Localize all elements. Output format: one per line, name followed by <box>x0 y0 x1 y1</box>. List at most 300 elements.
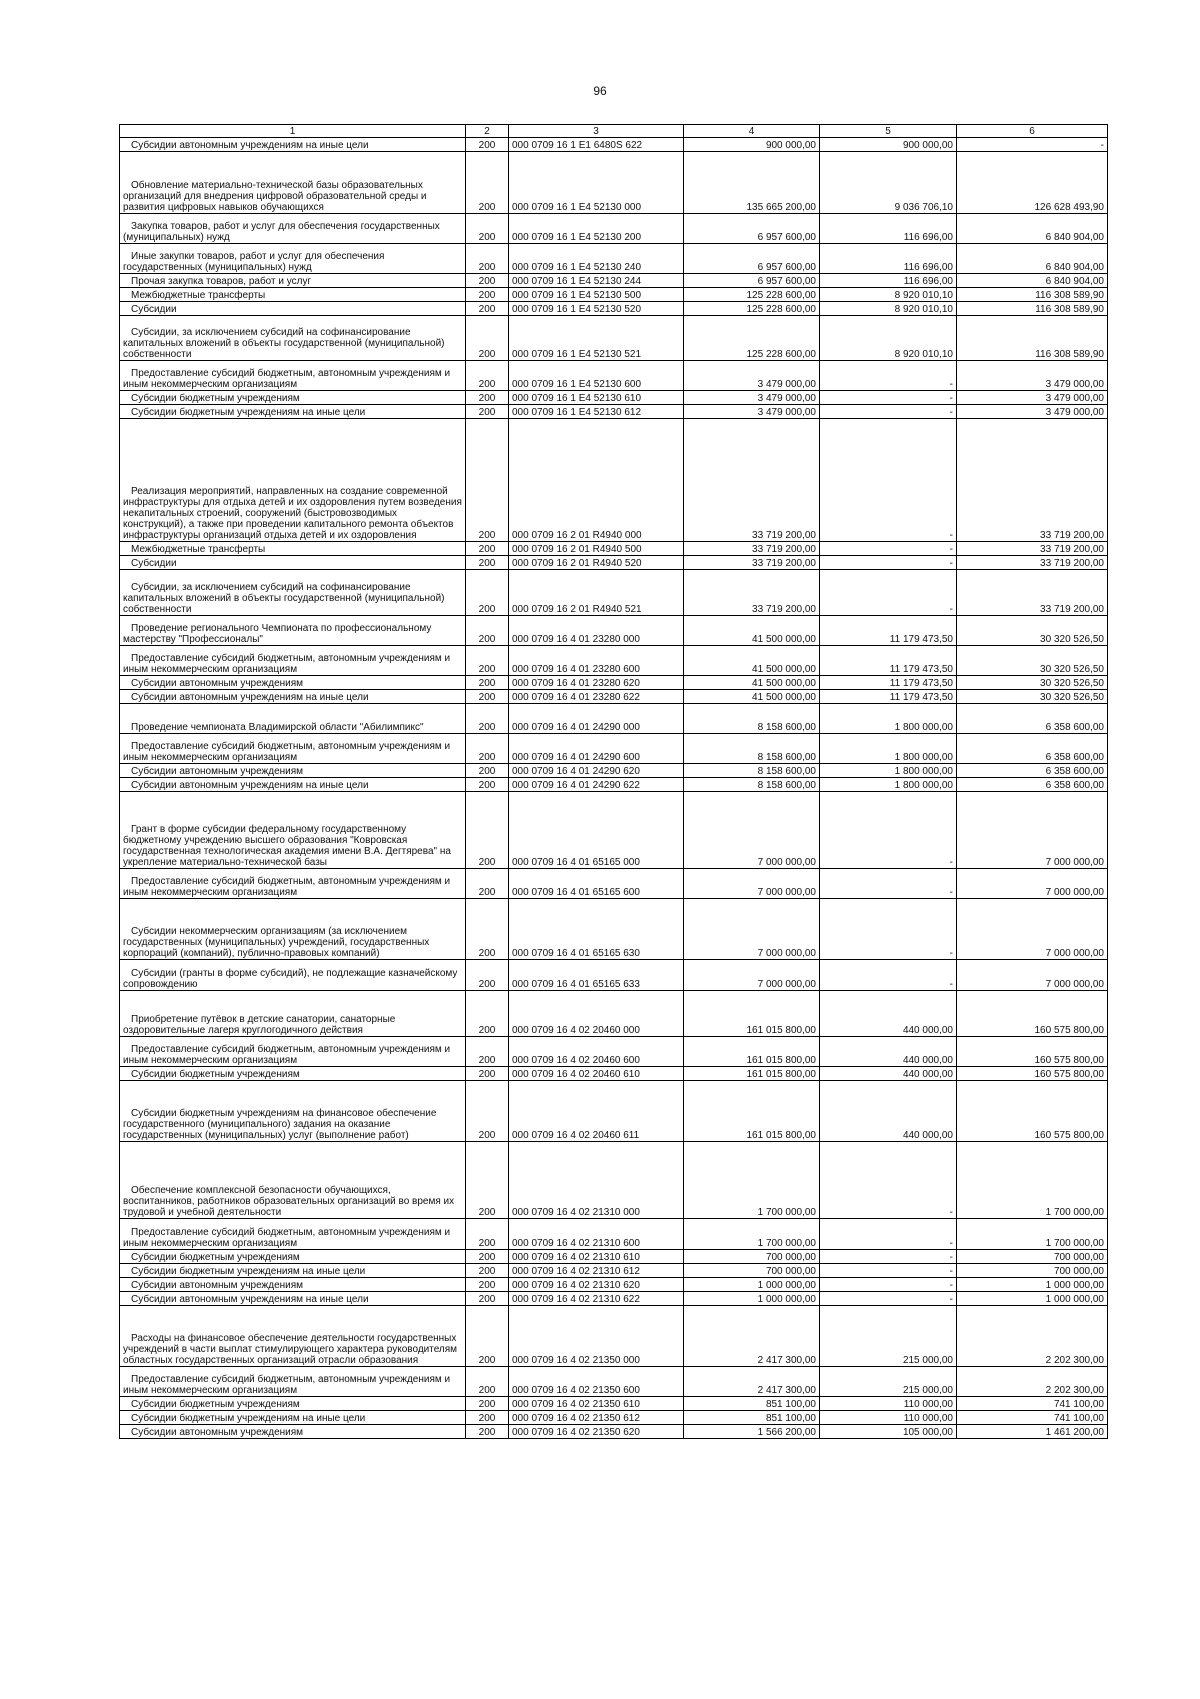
row-col4-cell: 125 228 600,00 <box>684 316 820 361</box>
table-row <box>120 704 1108 734</box>
row-col4-cell: 8 158 600,00 <box>684 778 820 792</box>
row-col5-cell: - <box>820 556 957 570</box>
row-col5-cell: 1 800 000,00 <box>820 734 957 764</box>
row-kbk-cell: 000 0709 16 1 E4 52130 521 <box>509 316 684 361</box>
table-header-row <box>120 125 1108 138</box>
row-code-cell: 200 <box>466 899 509 960</box>
table-row <box>120 1292 1108 1306</box>
row-name-cell: Субсидии бюджетным учреждениям на иные цели <box>120 1264 466 1278</box>
row-code-cell: 200 <box>466 391 509 405</box>
row-col4-cell: 1 000 000,00 <box>684 1278 820 1292</box>
row-name-cell: Субсидии бюджетным учреждениям <box>120 1250 466 1264</box>
row-name-cell: Грант в форме субсидии федеральному государственному бюджетному учреждению высшего образования "Ковровская государственная технологическая академия имени В.А. Дегтярева" на укрепление материально-технической базы <box>120 792 466 869</box>
row-name-cell: Предоставление субсидий бюджетным, автономным учреждениям и иным некоммерческим организациям <box>120 1037 466 1067</box>
row-code-cell: 200 <box>466 556 509 570</box>
row-code-cell: 200 <box>466 616 509 646</box>
row-col6-cell: 700 000,00 <box>957 1264 1108 1278</box>
table-row <box>120 690 1108 704</box>
row-name-cell: Иные закупки товаров, работ и услуг для обеспечения государственных (муниципальных) нужд <box>120 244 466 274</box>
column-header-6: 6 <box>957 125 1108 138</box>
row-kbk-cell: 000 0709 16 4 02 20460 000 <box>509 991 684 1037</box>
row-name-cell: Предоставление субсидий бюджетным, автономным учреждениям и иным некоммерческим организациям <box>120 1367 466 1397</box>
row-name-cell: Приобретение путёвок в детские санатории, санаторные оздоровительные лагеря круглогодичного действия <box>120 991 466 1037</box>
row-col5-cell: 1 800 000,00 <box>820 704 957 734</box>
row-col4-cell: 900 000,00 <box>684 138 820 152</box>
table-row <box>120 1142 1108 1219</box>
table-row <box>120 138 1108 152</box>
row-col5-cell: - <box>820 899 957 960</box>
row-col5-cell: 440 000,00 <box>820 1081 957 1142</box>
row-col5-cell: 900 000,00 <box>820 138 957 152</box>
table-row <box>120 152 1108 214</box>
row-col6-cell: 7 000 000,00 <box>957 869 1108 899</box>
row-kbk-cell: 000 0709 16 1 E4 52130 200 <box>509 214 684 244</box>
row-name-cell: Предоставление субсидий бюджетным, автономным учреждениям и иным некоммерческим организациям <box>120 646 466 676</box>
row-kbk-cell: 000 0709 16 4 02 21310 000 <box>509 1142 684 1219</box>
row-col6-cell: 33 719 200,00 <box>957 570 1108 616</box>
table-row <box>120 316 1108 361</box>
row-col6-cell: 30 320 526,50 <box>957 676 1108 690</box>
row-col5-cell: - <box>820 405 957 419</box>
row-col6-cell: - <box>957 138 1108 152</box>
row-col5-cell: 440 000,00 <box>820 1067 957 1081</box>
row-code-cell: 200 <box>466 1067 509 1081</box>
row-kbk-cell: 000 0709 16 4 01 65165 630 <box>509 899 684 960</box>
row-code-cell: 200 <box>466 152 509 214</box>
row-code-cell: 200 <box>466 570 509 616</box>
row-col5-cell: 440 000,00 <box>820 1037 957 1067</box>
row-col4-cell: 3 479 000,00 <box>684 361 820 391</box>
row-col6-cell: 741 100,00 <box>957 1397 1108 1411</box>
row-col6-cell: 6 840 904,00 <box>957 214 1108 244</box>
row-code-cell: 200 <box>466 960 509 991</box>
row-kbk-cell: 000 0709 16 1 E4 52130 244 <box>509 274 684 288</box>
row-col5-cell: - <box>820 391 957 405</box>
row-col6-cell: 3 479 000,00 <box>957 391 1108 405</box>
row-kbk-cell: 000 0709 16 4 02 20460 611 <box>509 1081 684 1142</box>
row-col4-cell: 33 719 200,00 <box>684 542 820 556</box>
row-col4-cell: 7 000 000,00 <box>684 869 820 899</box>
table-row <box>120 1278 1108 1292</box>
row-col6-cell: 6 358 600,00 <box>957 764 1108 778</box>
row-col5-cell: 1 800 000,00 <box>820 778 957 792</box>
row-kbk-cell: 000 0709 16 4 01 24290 600 <box>509 734 684 764</box>
row-name-cell: Субсидии <box>120 556 466 570</box>
row-code-cell: 200 <box>466 274 509 288</box>
row-name-cell: Предоставление субсидий бюджетным, автономным учреждениям и иным некоммерческим организациям <box>120 734 466 764</box>
row-kbk-cell: 000 0709 16 2 01 R4940 000 <box>509 419 684 542</box>
row-name-cell: Субсидии автономным учреждениям на иные цели <box>120 778 466 792</box>
row-col6-cell: 700 000,00 <box>957 1250 1108 1264</box>
row-name-cell: Субсидии бюджетным учреждениям <box>120 391 466 405</box>
row-col5-cell: 8 920 010,10 <box>820 316 957 361</box>
table-row <box>120 1411 1108 1425</box>
row-col5-cell: - <box>820 1219 957 1250</box>
row-col4-cell: 2 417 300,00 <box>684 1367 820 1397</box>
row-col4-cell: 7 000 000,00 <box>684 899 820 960</box>
row-kbk-cell: 000 0709 16 4 02 21310 620 <box>509 1278 684 1292</box>
row-col5-cell: - <box>820 1250 957 1264</box>
row-col6-cell: 116 308 589,90 <box>957 302 1108 316</box>
row-code-cell: 200 <box>466 1219 509 1250</box>
table-row <box>120 1306 1108 1367</box>
row-kbk-cell: 000 0709 16 1 E4 52130 240 <box>509 244 684 274</box>
row-col4-cell: 1 566 200,00 <box>684 1425 820 1439</box>
row-name-cell: Обеспечение комплексной безопасности обучающихся, воспитанников, работников образовательных организаций во время их трудовой и учебной деятельности <box>120 1142 466 1219</box>
row-name-cell: Субсидии <box>120 302 466 316</box>
row-col5-cell: 105 000,00 <box>820 1425 957 1439</box>
column-header-1: 1 <box>120 125 466 138</box>
row-code-cell: 200 <box>466 138 509 152</box>
row-col4-cell: 33 719 200,00 <box>684 419 820 542</box>
row-col5-cell: - <box>820 1142 957 1219</box>
column-header-2: 2 <box>466 125 509 138</box>
row-kbk-cell: 000 0709 16 4 02 21350 620 <box>509 1425 684 1439</box>
row-col5-cell: 9 036 706,10 <box>820 152 957 214</box>
row-code-cell: 200 <box>466 1292 509 1306</box>
row-col6-cell: 1 700 000,00 <box>957 1219 1108 1250</box>
table-row <box>120 405 1108 419</box>
row-name-cell: Расходы на финансовое обеспечение деятельности государственных учреждений в части выплат стимулирующего характера руководителям областных государственных организаций отрасли образования <box>120 1306 466 1367</box>
row-col5-cell: - <box>820 1292 957 1306</box>
row-col4-cell: 6 957 600,00 <box>684 244 820 274</box>
row-col4-cell: 3 479 000,00 <box>684 405 820 419</box>
row-col5-cell: 440 000,00 <box>820 991 957 1037</box>
row-code-cell: 200 <box>466 1306 509 1367</box>
row-col4-cell: 8 158 600,00 <box>684 734 820 764</box>
row-code-cell: 200 <box>466 1037 509 1067</box>
row-col4-cell: 700 000,00 <box>684 1264 820 1278</box>
row-col5-cell: 11 179 473,50 <box>820 646 957 676</box>
row-kbk-cell: 000 0709 16 4 01 23280 620 <box>509 676 684 690</box>
table-row <box>120 991 1108 1037</box>
row-col5-cell: - <box>820 960 957 991</box>
page-number: 96 <box>593 84 607 98</box>
row-code-cell: 200 <box>466 690 509 704</box>
row-col4-cell: 1 000 000,00 <box>684 1292 820 1306</box>
table-row <box>120 244 1108 274</box>
table-row <box>120 1219 1108 1250</box>
table-row <box>120 1425 1108 1439</box>
table-row <box>120 1067 1108 1081</box>
row-col4-cell: 2 417 300,00 <box>684 1306 820 1367</box>
row-kbk-cell: 000 0709 16 4 01 23280 622 <box>509 690 684 704</box>
row-col5-cell: 110 000,00 <box>820 1397 957 1411</box>
row-col4-cell: 7 000 000,00 <box>684 960 820 991</box>
row-name-cell: Субсидии бюджетным учреждениям на иные цели <box>120 1411 466 1425</box>
row-code-cell: 200 <box>466 361 509 391</box>
table-row <box>120 616 1108 646</box>
table-row <box>120 1250 1108 1264</box>
row-code-cell: 200 <box>466 1425 509 1439</box>
row-col4-cell: 6 957 600,00 <box>684 274 820 288</box>
table-row <box>120 391 1108 405</box>
row-code-cell: 200 <box>466 1278 509 1292</box>
row-col4-cell: 161 015 800,00 <box>684 1037 820 1067</box>
row-kbk-cell: 000 0709 16 2 01 R4940 520 <box>509 556 684 570</box>
row-col6-cell: 741 100,00 <box>957 1411 1108 1425</box>
row-name-cell: Предоставление субсидий бюджетным, автономным учреждениям и иным некоммерческим организациям <box>120 869 466 899</box>
row-col4-cell: 8 158 600,00 <box>684 704 820 734</box>
row-name-cell: Субсидии автономным учреждениям на иные цели <box>120 138 466 152</box>
row-col4-cell: 33 719 200,00 <box>684 556 820 570</box>
row-col4-cell: 1 700 000,00 <box>684 1219 820 1250</box>
row-col6-cell: 30 320 526,50 <box>957 690 1108 704</box>
table-row <box>120 899 1108 960</box>
row-kbk-cell: 000 0709 16 1 E4 52130 600 <box>509 361 684 391</box>
row-kbk-cell: 000 0709 16 4 02 21310 612 <box>509 1264 684 1278</box>
row-code-cell: 200 <box>466 869 509 899</box>
row-kbk-cell: 000 0709 16 4 02 21350 600 <box>509 1367 684 1397</box>
row-kbk-cell: 000 0709 16 4 02 20460 600 <box>509 1037 684 1067</box>
row-kbk-cell: 000 0709 16 4 02 21310 610 <box>509 1250 684 1264</box>
row-name-cell: Субсидии бюджетным учреждениям на финансовое обеспечение государственного (муниципального) задания на оказание государственных (муниципальных) услуг (выполнение работ) <box>120 1081 466 1142</box>
row-code-cell: 200 <box>466 244 509 274</box>
row-name-cell: Субсидии бюджетным учреждениям <box>120 1397 466 1411</box>
row-name-cell: Субсидии бюджетным учреждениям на иные цели <box>120 405 466 419</box>
row-col6-cell: 6 840 904,00 <box>957 274 1108 288</box>
row-col5-cell: 116 696,00 <box>820 244 957 274</box>
row-name-cell: Проведение чемпионата Владимирской области "Абилимпикс" <box>120 704 466 734</box>
row-col5-cell: 116 696,00 <box>820 214 957 244</box>
row-col6-cell: 1 000 000,00 <box>957 1292 1108 1306</box>
row-name-cell: Предоставление субсидий бюджетным, автономным учреждениям и иным некоммерческим организациям <box>120 1219 466 1250</box>
row-code-cell: 200 <box>466 1264 509 1278</box>
row-col6-cell: 116 308 589,90 <box>957 288 1108 302</box>
table-row <box>120 1037 1108 1067</box>
row-col6-cell: 1 000 000,00 <box>957 1278 1108 1292</box>
row-col5-cell: 1 800 000,00 <box>820 764 957 778</box>
table-row <box>120 542 1108 556</box>
row-col6-cell: 2 202 300,00 <box>957 1367 1108 1397</box>
table-row <box>120 1081 1108 1142</box>
row-col4-cell: 41 500 000,00 <box>684 676 820 690</box>
row-kbk-cell: 000 0709 16 4 01 24290 620 <box>509 764 684 778</box>
row-name-cell: Межбюджетные трансферты <box>120 542 466 556</box>
table-row <box>120 778 1108 792</box>
row-code-cell: 200 <box>466 991 509 1037</box>
row-col4-cell: 161 015 800,00 <box>684 1081 820 1142</box>
table-row <box>120 274 1108 288</box>
row-code-cell: 200 <box>466 542 509 556</box>
table-row <box>120 556 1108 570</box>
table-row <box>120 646 1108 676</box>
row-col5-cell: 11 179 473,50 <box>820 676 957 690</box>
table-row <box>120 1264 1108 1278</box>
row-code-cell: 200 <box>466 419 509 542</box>
row-code-cell: 200 <box>466 214 509 244</box>
table-row <box>120 734 1108 764</box>
row-col6-cell: 1 461 200,00 <box>957 1425 1108 1439</box>
row-col6-cell: 3 479 000,00 <box>957 405 1108 419</box>
table-row <box>120 960 1108 991</box>
row-col5-cell: - <box>820 1278 957 1292</box>
budget-table <box>119 124 1108 1439</box>
row-kbk-cell: 000 0709 16 4 02 21310 622 <box>509 1292 684 1306</box>
row-kbk-cell: 000 0709 16 4 01 23280 000 <box>509 616 684 646</box>
row-col6-cell: 6 840 904,00 <box>957 244 1108 274</box>
row-name-cell: Прочая закупка товаров, работ и услуг <box>120 274 466 288</box>
row-code-cell: 200 <box>466 1250 509 1264</box>
row-col6-cell: 33 719 200,00 <box>957 556 1108 570</box>
row-col6-cell: 116 308 589,90 <box>957 316 1108 361</box>
row-code-cell: 200 <box>466 1142 509 1219</box>
row-col4-cell: 700 000,00 <box>684 1250 820 1264</box>
row-kbk-cell: 000 0709 16 4 01 24290 000 <box>509 704 684 734</box>
row-kbk-cell: 000 0709 16 1 E1 6480S 622 <box>509 138 684 152</box>
row-name-cell: Предоставление субсидий бюджетным, автономным учреждениям и иным некоммерческим организациям <box>120 361 466 391</box>
column-header-3: 3 <box>509 125 684 138</box>
table-row <box>120 676 1108 690</box>
row-col4-cell: 8 158 600,00 <box>684 764 820 778</box>
row-kbk-cell: 000 0709 16 2 01 R4940 521 <box>509 570 684 616</box>
row-col6-cell: 6 358 600,00 <box>957 778 1108 792</box>
table-row <box>120 1397 1108 1411</box>
row-kbk-cell: 000 0709 16 4 01 65165 000 <box>509 792 684 869</box>
row-col4-cell: 41 500 000,00 <box>684 646 820 676</box>
row-name-cell: Субсидии автономным учреждениям <box>120 1278 466 1292</box>
row-kbk-cell: 000 0709 16 4 01 65165 633 <box>509 960 684 991</box>
row-col5-cell: 215 000,00 <box>820 1367 957 1397</box>
row-name-cell: Субсидии (гранты в форме субсидий), не подлежащие казначейскому сопровождению <box>120 960 466 991</box>
row-kbk-cell: 000 0709 16 4 02 21350 000 <box>509 1306 684 1367</box>
row-col5-cell: 8 920 010,10 <box>820 288 957 302</box>
row-col5-cell: 11 179 473,50 <box>820 690 957 704</box>
row-col6-cell: 2 202 300,00 <box>957 1306 1108 1367</box>
row-col4-cell: 1 700 000,00 <box>684 1142 820 1219</box>
row-name-cell: Субсидии автономным учреждениям <box>120 764 466 778</box>
row-name-cell: Субсидии бюджетным учреждениям <box>120 1067 466 1081</box>
row-code-cell: 200 <box>466 778 509 792</box>
row-code-cell: 200 <box>466 316 509 361</box>
table-row <box>120 214 1108 244</box>
row-col5-cell: - <box>820 542 957 556</box>
row-col5-cell: - <box>820 419 957 542</box>
row-name-cell: Субсидии, за исключением субсидий на софинансирование капитальных вложений в объекты государственной (муниципальной) собственности <box>120 570 466 616</box>
row-name-cell: Субсидии, за исключением субсидий на софинансирование капитальных вложений в объекты государственной (муниципальной) собственности <box>120 316 466 361</box>
row-col6-cell: 7 000 000,00 <box>957 792 1108 869</box>
row-col6-cell: 1 700 000,00 <box>957 1142 1108 1219</box>
row-col5-cell: - <box>820 869 957 899</box>
row-col6-cell: 6 358 600,00 <box>957 734 1108 764</box>
row-code-cell: 200 <box>466 676 509 690</box>
row-name-cell: Межбюджетные трансферты <box>120 288 466 302</box>
row-kbk-cell: 000 0709 16 4 02 21310 600 <box>509 1219 684 1250</box>
row-code-cell: 200 <box>466 792 509 869</box>
column-header-5: 5 <box>820 125 957 138</box>
row-kbk-cell: 000 0709 16 4 02 21350 610 <box>509 1397 684 1411</box>
row-name-cell: Субсидии некоммерческим организациям (за исключением государственных (муниципальных) учреждений, государственных корпораций (компаний), публично-правовых компаний) <box>120 899 466 960</box>
row-col6-cell: 33 719 200,00 <box>957 542 1108 556</box>
row-col5-cell: 110 000,00 <box>820 1411 957 1425</box>
row-col6-cell: 33 719 200,00 <box>957 419 1108 542</box>
row-code-cell: 200 <box>466 1397 509 1411</box>
row-col6-cell: 6 358 600,00 <box>957 704 1108 734</box>
row-code-cell: 200 <box>466 288 509 302</box>
row-col4-cell: 6 957 600,00 <box>684 214 820 244</box>
row-code-cell: 200 <box>466 1411 509 1425</box>
row-kbk-cell: 000 0709 16 4 01 24290 622 <box>509 778 684 792</box>
row-col6-cell: 30 320 526,50 <box>957 646 1108 676</box>
row-name-cell: Закупка товаров, работ и услуг для обеспечения государственных (муниципальных) нужд <box>120 214 466 244</box>
row-col5-cell: 215 000,00 <box>820 1306 957 1367</box>
row-col6-cell: 160 575 800,00 <box>957 1067 1108 1081</box>
row-code-cell: 200 <box>466 405 509 419</box>
row-col5-cell: - <box>820 361 957 391</box>
row-kbk-cell: 000 0709 16 1 E4 52130 520 <box>509 302 684 316</box>
table-row <box>120 302 1108 316</box>
row-name-cell: Обновление материально-технической базы образовательных организаций для внедрения цифровой образовательной среды и развития цифровых навыков обучающихся <box>120 152 466 214</box>
row-col5-cell: 8 920 010,10 <box>820 302 957 316</box>
row-col6-cell: 160 575 800,00 <box>957 1037 1108 1067</box>
row-kbk-cell: 000 0709 16 4 01 23280 600 <box>509 646 684 676</box>
row-col6-cell: 160 575 800,00 <box>957 1081 1108 1142</box>
row-name-cell: Субсидии автономным учреждениям <box>120 1425 466 1439</box>
row-col4-cell: 41 500 000,00 <box>684 690 820 704</box>
column-header-4: 4 <box>684 125 820 138</box>
table-row <box>120 419 1108 542</box>
row-kbk-cell: 000 0709 16 4 02 20460 610 <box>509 1067 684 1081</box>
table-row <box>120 764 1108 778</box>
row-kbk-cell: 000 0709 16 1 E4 52130 000 <box>509 152 684 214</box>
row-code-cell: 200 <box>466 1081 509 1142</box>
row-kbk-cell: 000 0709 16 2 01 R4940 500 <box>509 542 684 556</box>
row-code-cell: 200 <box>466 734 509 764</box>
table-row <box>120 361 1108 391</box>
row-name-cell: Реализация мероприятий, направленных на создание современной инфраструктуры для отдыха детей и их оздоровления путем возведения некапитальных строений, сооружений (быстровозводимых конструкций), а также при проведении капитального ремонта объектов инфраструктуры организаций отдыха детей и их оздоровления <box>120 419 466 542</box>
row-col6-cell: 7 000 000,00 <box>957 899 1108 960</box>
row-col5-cell: - <box>820 570 957 616</box>
row-col5-cell: - <box>820 1264 957 1278</box>
row-col6-cell: 126 628 493,90 <box>957 152 1108 214</box>
row-col6-cell: 7 000 000,00 <box>957 960 1108 991</box>
row-col4-cell: 851 100,00 <box>684 1411 820 1425</box>
table-row <box>120 792 1108 869</box>
row-name-cell: Субсидии автономным учреждениям на иные цели <box>120 690 466 704</box>
row-code-cell: 200 <box>466 1367 509 1397</box>
row-col6-cell: 160 575 800,00 <box>957 991 1108 1037</box>
row-col5-cell: 116 696,00 <box>820 274 957 288</box>
row-col5-cell: - <box>820 792 957 869</box>
row-name-cell: Проведение регионального Чемпионата по профессиональному мастерству "Профессионалы" <box>120 616 466 646</box>
row-col4-cell: 7 000 000,00 <box>684 792 820 869</box>
row-col4-cell: 41 500 000,00 <box>684 616 820 646</box>
row-col4-cell: 135 665 200,00 <box>684 152 820 214</box>
table-row <box>120 1367 1108 1397</box>
row-name-cell: Субсидии автономным учреждениям на иные цели <box>120 1292 466 1306</box>
row-col6-cell: 30 320 526,50 <box>957 616 1108 646</box>
row-col4-cell: 125 228 600,00 <box>684 288 820 302</box>
row-name-cell: Субсидии автономным учреждениям <box>120 676 466 690</box>
row-col4-cell: 33 719 200,00 <box>684 570 820 616</box>
row-code-cell: 200 <box>466 704 509 734</box>
table-row <box>120 869 1108 899</box>
row-col4-cell: 161 015 800,00 <box>684 1067 820 1081</box>
row-code-cell: 200 <box>466 764 509 778</box>
row-kbk-cell: 000 0709 16 4 02 21350 612 <box>509 1411 684 1425</box>
row-code-cell: 200 <box>466 646 509 676</box>
row-kbk-cell: 000 0709 16 1 E4 52130 500 <box>509 288 684 302</box>
row-code-cell: 200 <box>466 302 509 316</box>
row-kbk-cell: 000 0709 16 4 01 65165 600 <box>509 869 684 899</box>
row-col4-cell: 161 015 800,00 <box>684 991 820 1037</box>
row-col4-cell: 125 228 600,00 <box>684 302 820 316</box>
row-kbk-cell: 000 0709 16 1 E4 52130 610 <box>509 391 684 405</box>
row-col4-cell: 851 100,00 <box>684 1397 820 1411</box>
table-row <box>120 570 1108 616</box>
row-col4-cell: 3 479 000,00 <box>684 391 820 405</box>
table-row <box>120 288 1108 302</box>
